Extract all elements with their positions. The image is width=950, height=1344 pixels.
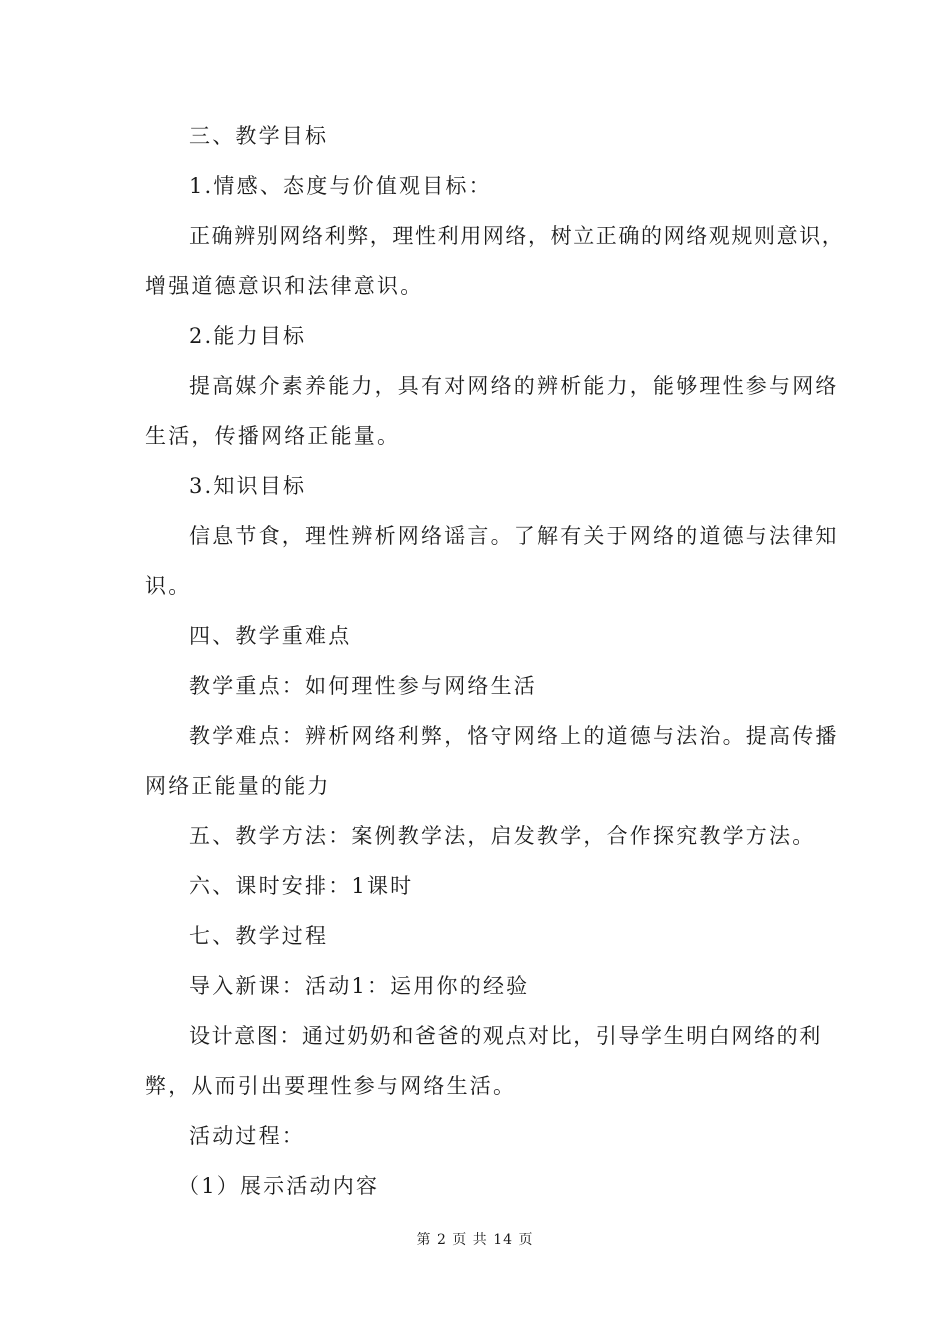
page-number-footer: 第 2 页 共 14 页 [416, 1232, 534, 1248]
paragraph-line: 信息节食，理性辨析网络谣言。了解有关于网络的道德与法律知 [189, 524, 839, 548]
paragraph-line: 教学难点：辨析网络利弊，恪守网络上的道德与法治。提高传播 [189, 724, 839, 748]
paragraph-line: 增强道德意识和法律意识。 [145, 274, 424, 298]
paragraph-line: 生活，传播网络正能量。 [145, 424, 401, 448]
paragraph-line: 设计意图：通过奶奶和爸爸的观点对比，引导学生明白网络的利 [189, 1024, 822, 1048]
paragraph-line: 活动过程： [189, 1124, 305, 1148]
section-heading-methods: 五、教学方法：案例教学法，启发教学，合作探究教学方法。 [189, 824, 816, 848]
section-heading-key-points: 四、教学重难点 [189, 624, 352, 648]
list-item: （1）展示活动内容 [178, 1174, 380, 1198]
paragraph-line: 导入新课：活动1：运用你的经验 [189, 974, 530, 998]
subheading-knowledge-goal: 3.知识目标 [189, 474, 307, 498]
paragraph-line: 教学重点：如何理性参与网络生活 [189, 674, 537, 698]
section-heading-schedule: 六、课时安排：1课时 [189, 874, 414, 898]
paragraph-line: 识。 [145, 574, 192, 598]
paragraph-line: 弊，从而引出要理性参与网络生活。 [145, 1074, 517, 1098]
subheading-ability-goal: 2.能力目标 [189, 324, 307, 348]
section-heading-process: 七、教学过程 [189, 924, 329, 948]
paragraph-line: 正确辨别网络利弊，理性利用网络，树立正确的网络观规则意识， [189, 224, 845, 248]
paragraph-line: 网络正能量的能力 [145, 774, 331, 798]
section-heading-goals: 三、教学目标 [189, 124, 329, 148]
paragraph-line: 提高媒介素养能力，具有对网络的辨析能力，能够理性参与网络 [189, 374, 839, 398]
subheading-emotion-goal: 1.情感、态度与价值观目标： [189, 174, 492, 198]
